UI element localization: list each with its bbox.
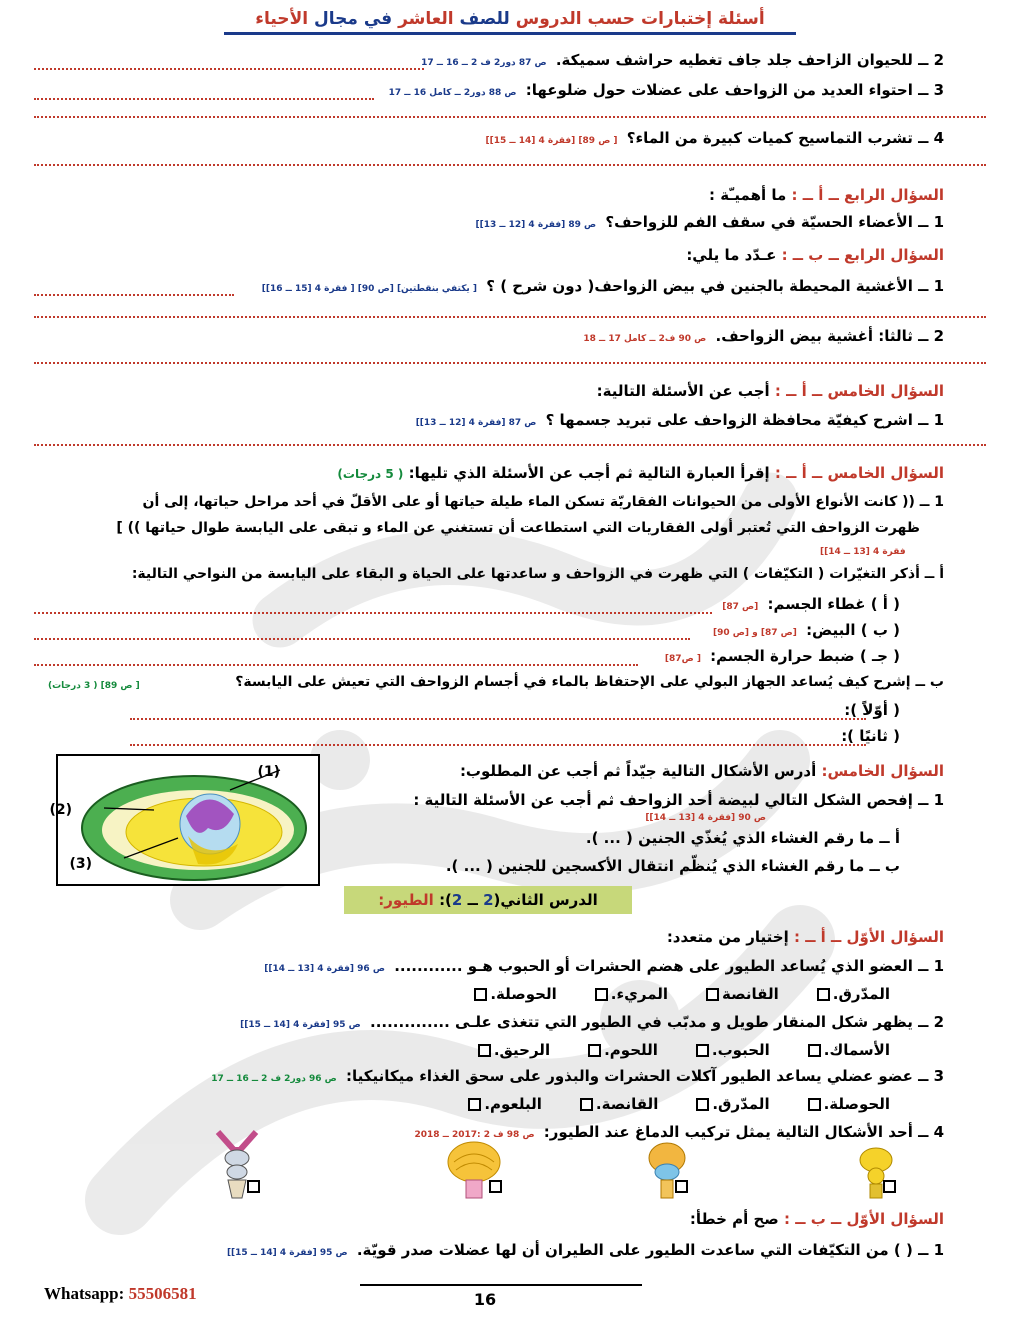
page-reference: ص 90 ف2 ــ كامل 17 ــ 18 xyxy=(583,334,707,344)
option-checkbox[interactable] xyxy=(696,1098,709,1111)
page-reference: [ص 87] xyxy=(722,602,759,612)
header-word: العاشر xyxy=(398,9,454,29)
question-4: 4 ــ تشرب التماسيح كميات كبيرة من الماء؟ [ ص 89] [فقرة 4 [14 ــ 15]] xyxy=(485,129,944,147)
option-label: البلعوم. xyxy=(484,1095,542,1113)
question-5c-1-reference: ص 90 [فقرة 4 [13 ــ 14]] xyxy=(645,813,766,823)
answer-line[interactable] xyxy=(34,88,374,100)
true-false-1: 1 ــ ( ) من التكيّفات التي ساعدت الطيور على الطيران أن لها عضلات صدر قويّة. ص 95 [فقرة 4 [14 ــ 15]] xyxy=(226,1241,944,1259)
option-checkbox[interactable] xyxy=(595,988,608,1001)
section-1a-heading: السؤال الأوّل ــ أ ــ : إختيار من متعدد: xyxy=(666,928,944,946)
option[interactable] xyxy=(468,1094,542,1114)
option[interactable] xyxy=(474,984,556,1004)
question-5a-1: 1 ــ اشرح كيفيّة محافظة الزواحف على تبريد جسمها ؟ ص 87 [فقرة 4 [12 ــ 13]] xyxy=(415,411,944,429)
header-word: حسب الدروس xyxy=(515,9,636,29)
option-checkbox[interactable] xyxy=(808,1098,821,1111)
mcq-4: 4 ــ أحد الأشكال التالية يمثل تركيب الدماغ عند الطيور: ص 98 ف 2 :2017 ــ 2018 xyxy=(414,1123,944,1141)
option-checkbox[interactable] xyxy=(696,1044,709,1057)
option[interactable] xyxy=(817,984,890,1004)
page-number: 16 xyxy=(473,1290,497,1309)
question-5b-a: أ ــ أذكر التغيّرات ( التكيّفات ) التي ظهرت في الزواحف و ساعدتها على الحياة و البقاء على اليابسة من النواحي التالية: xyxy=(131,566,944,582)
page-header xyxy=(0,8,1020,30)
mcq-2: 2 ــ يظهر شكل المنقار طويل و مدبّب في الطيور التي تتغذى علـى .............. ص 95 [فقرة 4 [14 ــ 15]] xyxy=(240,1013,944,1031)
option-checkbox[interactable] xyxy=(478,1044,491,1057)
mcq-3: 3 ــ عضو عضلي يساعد الطيور آكلات الحشرات والبذور على سحق الغذاء ميكانيكيا: ص 96 دور2 ف 2 ــ 16 ــ 17 xyxy=(211,1067,944,1085)
header-word: الأحياء xyxy=(255,9,309,29)
option-checkbox[interactable] xyxy=(474,988,487,1001)
option-checkbox[interactable] xyxy=(580,1098,593,1111)
question-5c-a: أ ــ ما رقم الغشاء الذي يُغذّي الجنين ( ... ). xyxy=(585,829,900,847)
answer-line[interactable] xyxy=(34,284,234,296)
label-1: (1) xyxy=(257,764,280,780)
section-4b-heading: السؤال الرابع ــ ب ــ : عـدّد ما يلي: xyxy=(686,246,944,264)
option[interactable] xyxy=(595,984,668,1004)
option-label: الحوصلة. xyxy=(823,1095,890,1113)
answer-line[interactable] xyxy=(34,654,638,666)
option-label: اللحوم. xyxy=(604,1041,658,1059)
page-reference: [ ص 89] [فقرة 4 [14 ــ 15]] xyxy=(485,136,618,146)
page-reference: ص 95 [فقرة 4 [14 ــ 15]] xyxy=(226,1248,348,1258)
passage-line-1: 1 ــ (( كانت الأنواع الأولى من الحيوانات الفقاريّة تسكن الماء طيلة حياتها أو على الأقلّ في أحد مراحل حياتها، إلى أن xyxy=(142,494,944,510)
brain-option-3 xyxy=(418,1140,502,1200)
lesson-banner: الدرس الثاني( 2 ــ 2 ): الطيور: xyxy=(344,886,632,914)
question-5b-b-reference: [ ص 89] ( 3 درجات) xyxy=(48,681,140,691)
option-checkbox[interactable] xyxy=(247,1180,260,1193)
answer-line[interactable] xyxy=(34,306,986,318)
header-word: للصف xyxy=(459,9,510,29)
question-5b-a-2: ( ب ) البيض: [ص 87] و [ص 90] xyxy=(712,621,900,639)
option-label: الرحيق. xyxy=(493,1041,551,1059)
page-reference: ص 95 [فقرة 4 [14 ــ 15]] xyxy=(240,1020,361,1030)
answer-line[interactable] xyxy=(130,734,866,746)
answer-first-label: ( أوّلاً ): xyxy=(844,701,900,719)
answer-line[interactable] xyxy=(34,352,986,364)
option-label: المدّرق. xyxy=(712,1095,770,1113)
option[interactable] xyxy=(696,1040,770,1060)
question-4a-1: 1 ــ الأعضاء الحسيّة في سقف الفم للزواحف؟ ص 89 [فقرة 4 [12 ــ 13]] xyxy=(475,213,944,231)
brain-option-2 xyxy=(628,1140,688,1200)
option-label: المريء. xyxy=(610,985,669,1003)
section-5c-heading: السؤال الخامس: أدرس الأشكال التالية جيّداً ثم أجب عن المطلوب: xyxy=(459,762,944,780)
option[interactable] xyxy=(706,984,779,1004)
header-word: مجال xyxy=(313,9,358,29)
question-4b-1: 1 ــ الأغشية المحيطة بالجنين في بيض الزواحف( دون شرح ) ؟ [ يكتفي بنقطتين] [ص 90] [ فقرة 4 [15 ــ 16]] xyxy=(261,277,944,295)
answer-line[interactable] xyxy=(34,434,986,446)
answer-line[interactable] xyxy=(34,602,712,614)
answer-second-label: ( ثانيًا ): xyxy=(841,727,900,745)
label-3: (3) xyxy=(69,856,92,872)
option-checkbox[interactable] xyxy=(883,1180,896,1193)
option-checkbox[interactable] xyxy=(808,1044,821,1057)
option[interactable] xyxy=(808,1040,890,1060)
option[interactable] xyxy=(478,1040,550,1060)
option-checkbox[interactable] xyxy=(489,1180,502,1193)
page-reference: ص 96 [فقرة 4 [13 ــ 14]] xyxy=(264,964,385,974)
footer-whatsapp: Whatsapp: 55506581 xyxy=(44,1284,197,1303)
page-reference: ص 98 ف 2 :2017 ــ 2018 xyxy=(414,1130,535,1140)
option-label: القانصة xyxy=(722,985,779,1003)
question-5b-b: ب ــ إشرح كيف يُساعد الجهاز البولي على الإحتفاظ بالماء في أجسام الزواحف التي تعيش على اليابسة؟ xyxy=(235,674,944,690)
answer-line[interactable] xyxy=(34,628,690,640)
header-word: أسئلة xyxy=(717,9,765,29)
page-reference: ص 89 [فقرة 4 [12 ــ 13]] xyxy=(475,220,597,230)
question-5c-b: ب ــ ما رقم الغشاء الذي يُنظّم انتقال الأكسجين للجنين ( ... ). xyxy=(445,857,900,875)
section-1b-heading: السؤال الأوّل ــ ب ــ : صح أم خطأ: xyxy=(689,1210,944,1228)
page-reference: [ ص87] xyxy=(664,654,701,664)
section-4a-heading: السؤال الرابع ــ أ ــ : ما أهميـّة : xyxy=(708,186,944,204)
mcq-3-options xyxy=(430,1094,890,1114)
header-word: في xyxy=(363,9,393,29)
answer-line[interactable] xyxy=(130,708,866,720)
section-5b-heading: السؤال الخامس ــ أ ــ : إقرأ العبارة التالية ثم أجب عن الأسئلة الذي تليها: ( 5 درجات) xyxy=(337,464,944,482)
question-5c-1: 1 ــ إفحص الشكل التالي لبيضة أحد الزواحف ثم أجب عن الأسئلة التالية : xyxy=(413,791,944,809)
question-3: 3 ــ احتواء العديد من الزواحف على عضلات حول ضلوعها: ص 88 دور2 ــ كامل 16 ــ 17 xyxy=(388,81,944,99)
page-reference: [ص 87] و [ص 90] xyxy=(712,628,797,638)
brain-option-1 xyxy=(836,1146,896,1200)
egg-diagram-box xyxy=(49,754,320,886)
option-label: الأسماك. xyxy=(823,1041,890,1059)
passage-line-2: ظهرت الزواحف التي تُعتبر أولى الفقاريات التي استطاعت أن تستغني عن الماء و تبقى على اليابسة طوال حياتها )) ] xyxy=(116,520,920,536)
page-reference: ص 87 [فقرة 4 [12 ــ 13]] xyxy=(415,418,537,428)
answer-line[interactable] xyxy=(34,154,986,166)
option-checkbox[interactable] xyxy=(468,1098,481,1111)
page-reference: ص 87 دور2 ف 2 ــ 16 ــ 17 xyxy=(421,58,547,68)
option-checkbox[interactable] xyxy=(817,988,830,1001)
option[interactable] xyxy=(580,1094,658,1114)
mcq-2-options xyxy=(440,1040,890,1060)
page-reference: ص 96 دور2 ف 2 ــ 16 ــ 17 xyxy=(211,1074,337,1084)
header-word: إختبارات xyxy=(640,9,713,29)
option-label: المدّرق. xyxy=(832,985,890,1003)
question-2: 2 ــ للحيوان الزاحف جلد جاف تغطيه حراشف سميكة. ص 87 دور2 ف 2 ــ 16 ــ 17 xyxy=(421,51,944,69)
section-5a-heading: السؤال الخامس ــ أ ــ : أجب عن الأسئلة التالية: xyxy=(596,382,944,400)
option[interactable] xyxy=(808,1094,890,1114)
egg-diagram xyxy=(49,756,318,884)
question-5b-a-1: ( أ ) غطاء الجسم: [ص 87] xyxy=(722,595,900,613)
header-underline xyxy=(224,32,796,35)
option-label: الحوصلة. xyxy=(490,985,557,1003)
option-checkbox[interactable] xyxy=(675,1180,688,1193)
brain-option-4 xyxy=(190,1128,260,1200)
question-5b-a-3: ( جـ ) ضبط حرارة الجسم: [ ص87] xyxy=(664,647,900,665)
label-2: (2) xyxy=(49,802,72,818)
option-checkbox[interactable] xyxy=(706,988,719,1001)
answer-line[interactable] xyxy=(34,58,424,70)
footer-rule xyxy=(360,1284,642,1286)
option[interactable] xyxy=(696,1094,769,1114)
option[interactable] xyxy=(588,1040,658,1060)
option-checkbox[interactable] xyxy=(588,1044,601,1057)
passage-reference: فقرة 4 [13 ــ 14]] xyxy=(820,547,906,557)
page-reference: ص 88 دور2 ــ كامل 16 ــ 17 xyxy=(388,88,517,98)
option-label: الحبوب. xyxy=(711,1041,770,1059)
question-4b-2: 2 ــ ثالثا: أغشية بيض الزواحف. ص 90 ف2 ــ كامل 17 ــ 18 xyxy=(583,327,944,345)
answer-line[interactable] xyxy=(34,106,986,118)
page-reference: [ يكتفي بنقطتين] [ص 90] [ فقرة 4 [15 ــ 16]] xyxy=(261,284,478,294)
mcq-1: 1 ــ العضو الذي يُساعد الطيور على هضم الحشرات أو الحبوب هـو ............ ص 96 [فقرة 4 [13 ــ 14]] xyxy=(264,957,944,975)
option-label: القانصة. xyxy=(595,1095,659,1113)
mcq-1-options xyxy=(436,984,890,1004)
